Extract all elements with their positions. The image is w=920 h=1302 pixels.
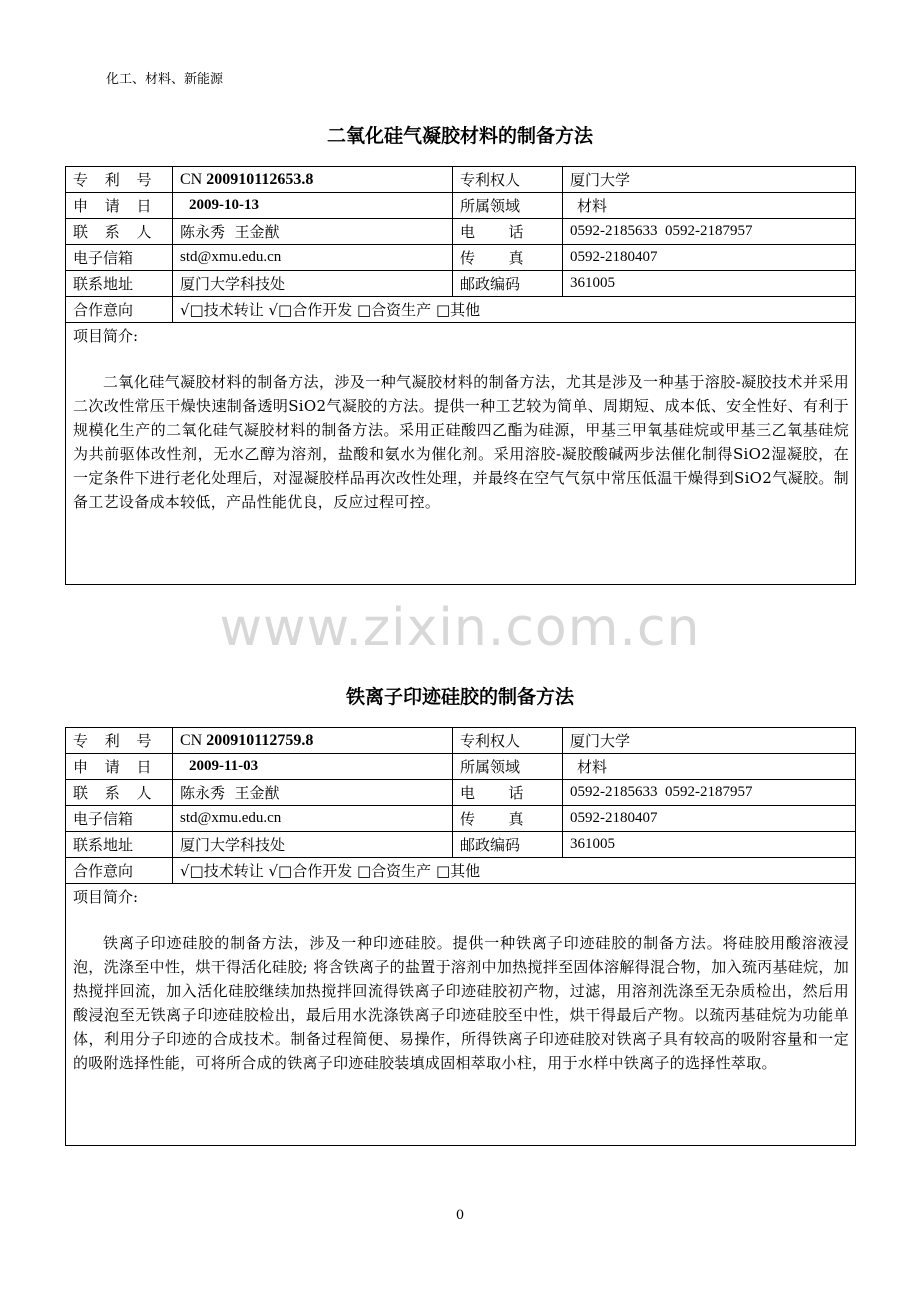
table-row [66, 806, 856, 832]
address-value: 厦门大学科技处 [173, 271, 453, 297]
apply-date-value: 2009-10-13 [173, 193, 453, 219]
field-value: 材料 [563, 754, 856, 780]
table-row [66, 832, 856, 858]
label-phone: 电 话 [453, 219, 563, 245]
intro-label: 项目简介: [73, 888, 139, 906]
contact-value: 陈永秀 王金猷 [173, 780, 453, 806]
table-row [66, 297, 856, 323]
patent-section-2 [65, 682, 855, 1146]
apply-date-value: 2009-11-03 [173, 754, 453, 780]
intro-label: 项目简介: [73, 327, 139, 345]
contact-value: 陈永秀 王金猷 [173, 219, 453, 245]
label-postcode: 邮政编码 [453, 832, 563, 858]
intro-text: 铁离子印迹硅胶的制备方法，涉及一种印迹硅胶。提供一种铁离子印迹硅胶的制备方法。将硅胶用酸溶液浸泡，洗涤至中性，烘干得活化硅胶; 将含铁离子的盐置于溶剂中加热搅拌至固体溶解得混合物，加入巯丙基硅烷，加热搅拌回流，加入活化硅胶继续加热搅拌回流得铁离子印迹硅胶初产物，过滤，用溶剂洗涤至无杂质检出，然后用酸浸泡至无铁离子印迹硅胶检出，最后用水洗涤铁离子印迹硅胶至中性，烘干得最后产物。以巯丙基硅烷为功能单体，利用分子印迹的合成技术。制备过程简便、易操作，所得铁离子印迹硅胶对铁离子具有较高的吸附容量和一定的吸附选择性能，可将所合成的铁离子印迹硅胶装填成固相萃取小柱，用于水样中铁离子的选择性萃取。 [73, 934, 849, 1072]
label-coop: 合作意向 [66, 297, 173, 323]
patent-title: 铁离子印迹硅胶的制备方法 [345, 686, 574, 708]
label-patentee: 专利权人 [453, 167, 563, 193]
label-apply-date: 申 请 日 [66, 193, 173, 219]
postcode-value: 361005 [563, 832, 856, 858]
patent-info-table [65, 166, 856, 585]
email-value: std@xmu.edu.cn [173, 806, 453, 832]
patent-no-value: 200910112653.8 [206, 171, 314, 188]
phone-value: 0592-2185633 0592-2187957 [563, 219, 856, 245]
field-value: 材料 [563, 193, 856, 219]
patent-info-table [65, 727, 856, 1146]
postcode-value: 361005 [563, 271, 856, 297]
label-field: 所属领域 [453, 754, 563, 780]
patent-no-prefix: CN [180, 171, 207, 188]
label-email: 电子信箱 [66, 806, 173, 832]
intro-cell [66, 323, 856, 585]
page-header: 化工、材料、新能源 [106, 72, 224, 87]
patent-no-prefix: CN [180, 732, 207, 749]
patentee-value: 厦门大学 [563, 167, 856, 193]
coop-options: √□技术转让 √□合作开发 □合资生产 □其他 [173, 858, 856, 884]
label-coop: 合作意向 [66, 858, 173, 884]
page-number: 0 [455, 1208, 465, 1223]
label-fax: 传 真 [453, 806, 563, 832]
label-patent-no: 专 利 号 [66, 167, 173, 193]
intro-cell [66, 884, 856, 1146]
label-address: 联系地址 [66, 832, 173, 858]
label-email: 电子信箱 [66, 245, 173, 271]
watermark: www.zixin.com.cn [219, 598, 701, 658]
fax-value: 0592-2180407 [563, 806, 856, 832]
table-row [66, 780, 856, 806]
table-row [66, 271, 856, 297]
label-address: 联系地址 [66, 271, 173, 297]
phone-value: 0592-2185633 0592-2187957 [563, 780, 856, 806]
label-contact: 联 系 人 [66, 219, 173, 245]
email-value: std@xmu.edu.cn [173, 245, 453, 271]
table-row [66, 858, 856, 884]
patent-no-value: 200910112759.8 [206, 732, 314, 749]
label-field: 所属领域 [453, 193, 563, 219]
table-row [66, 219, 856, 245]
label-postcode: 邮政编码 [453, 271, 563, 297]
fax-value: 0592-2180407 [563, 245, 856, 271]
label-fax: 传 真 [453, 245, 563, 271]
patent-title: 二氧化硅气凝胶材料的制备方法 [326, 125, 593, 147]
table-row [66, 884, 856, 1146]
intro-text: 二氧化硅气凝胶材料的制备方法，涉及一种气凝胶材料的制备方法，尤其是涉及一种基于溶胶-凝胶技术并采用二次改性常压干燥快速制备透明SiO2气凝胶的方法。提供一种工艺较为简单、周期短、成本低、安全性好、有利于规模化生产的二氧化硅气凝胶材料的制备方法。采用正硅酸四乙酯为硅源，甲基三甲氧基硅烷或甲基三乙氧基硅烷为共前驱体改性剂，无水乙醇为溶剂，盐酸和氨水为催化剂。采用溶胶-凝胶酸碱两步法催化制得SiO2湿凝胶，在一定条件下进行老化处理后，对湿凝胶样品再次改性处理，并最终在空气气氛中常压低温干燥得到SiO2气凝胶。制备工艺设备成本较低，产品性能优良，反应过程可控。 [73, 373, 849, 511]
label-patent-no: 专 利 号 [66, 728, 173, 754]
table-row [66, 193, 856, 219]
patent-no-cell [173, 167, 453, 193]
patentee-value: 厦门大学 [563, 728, 856, 754]
label-phone: 电 话 [453, 780, 563, 806]
patent-no-cell [173, 728, 453, 754]
address-value: 厦门大学科技处 [173, 832, 453, 858]
table-row [66, 245, 856, 271]
patent-section-1 [65, 121, 855, 585]
table-row [66, 323, 856, 585]
coop-options: √□技术转让 √□合作开发 □合资生产 □其他 [173, 297, 856, 323]
table-row [66, 728, 856, 754]
label-patentee: 专利权人 [453, 728, 563, 754]
label-contact: 联 系 人 [66, 780, 173, 806]
table-row [66, 167, 856, 193]
table-row [66, 754, 856, 780]
label-apply-date: 申 请 日 [66, 754, 173, 780]
